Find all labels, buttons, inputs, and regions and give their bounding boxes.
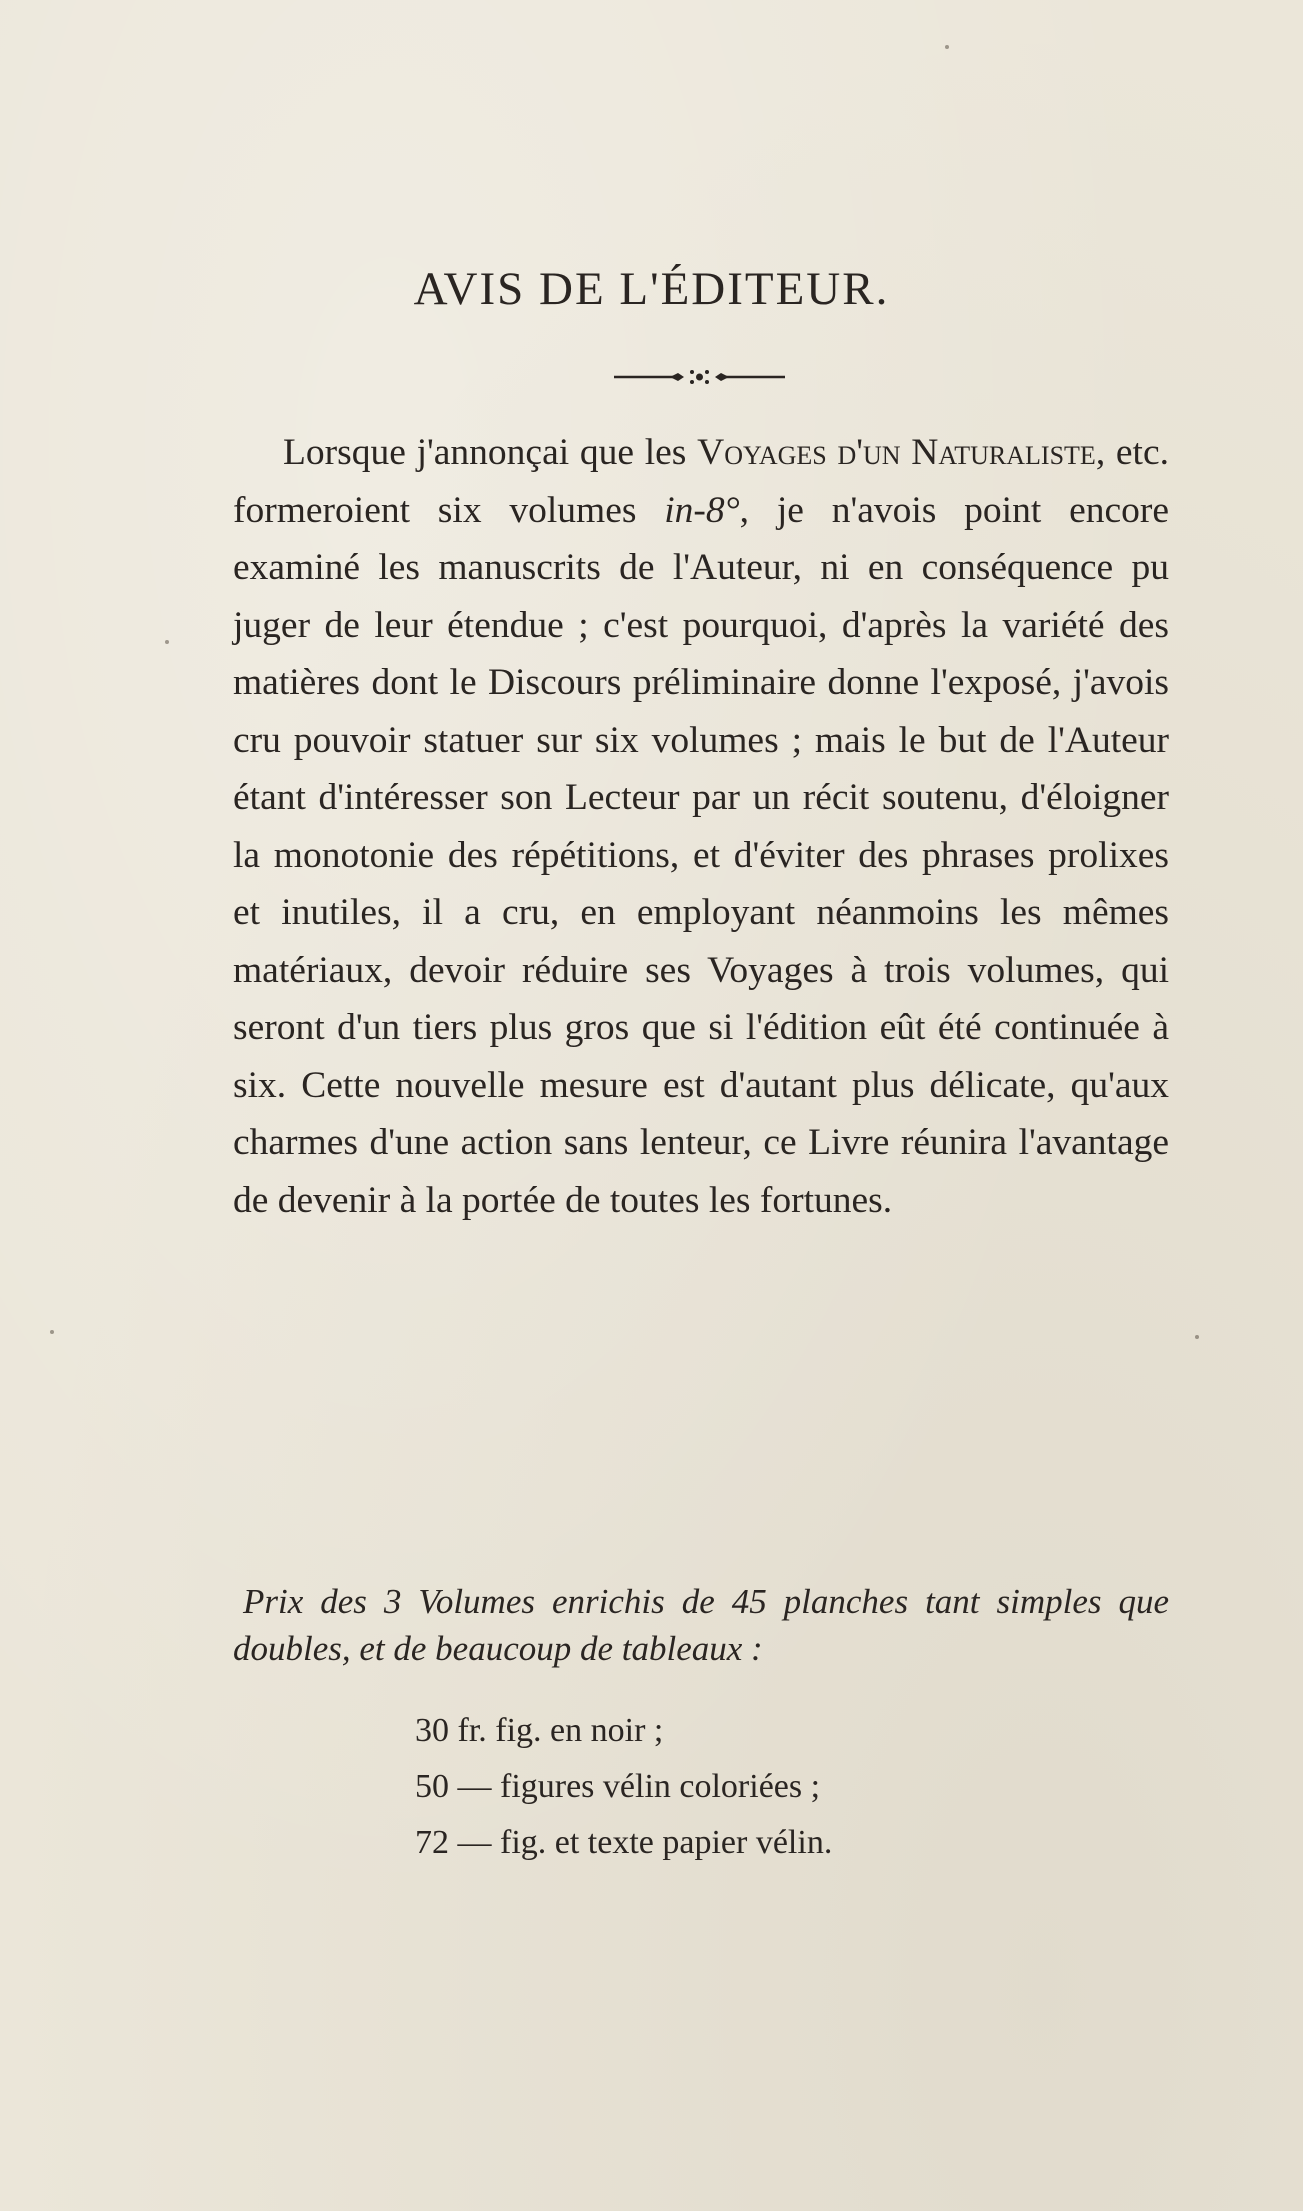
format-label: in-8° [664, 489, 740, 531]
price-amount: 30 fr. [415, 1712, 487, 1749]
price-amount: 50 — [415, 1768, 492, 1805]
ornament-divider [612, 366, 787, 388]
ink-speck [945, 45, 949, 49]
notice-paragraph [233, 424, 1169, 1229]
price-item [415, 1703, 832, 1759]
series-title: Voyages d'un Naturaliste [697, 432, 1096, 473]
price-description: figures vélin coloriées ; [500, 1768, 821, 1805]
price-item [415, 1815, 832, 1871]
paragraph-opening: Lorsque j'annonçai que les [283, 432, 698, 473]
paragraph-after-title: , etc. formeroient six volumes [233, 432, 1169, 531]
price-intro: Prix des 3 Volumes enrichis de 45 planches tant simples que doubles, et de beaucoup de tableaux : [233, 1582, 1169, 1668]
ink-speck [1195, 1335, 1199, 1339]
paragraph-rest: , je n'avois point encore examiné les manuscrits de l'Auteur, ni en conséquence pu juger de leur étendue ; c'est pourquoi, d'après la variété des matières dont le Discours préliminaire donne l'exposé, j'avois cru pouvoir statuer sur six volumes ; mais le but de l'Auteur étant d'intéresser son Lecteur par un récit soutenu, d'éloigner la monotonie des répétitions, et d'éviter des phrases prolixes et inutiles, il a cru, en employant néanmoins les mêmes matériaux, devoir réduire ses Voyages à trois volumes, qui seront d'un tiers plus gros que si l'édition eût été continuée à six. Cette nouvelle mesure est d'autant plus délicate, qu'aux charmes d'une action sans lenteur, ce Livre réunira l'avantage de devenir à la portée de toutes les fortunes. [233, 489, 1169, 1221]
page-title: AVIS DE L'ÉDITEUR. [413, 263, 890, 315]
price-amount: 72 — [415, 1824, 492, 1861]
ink-speck [50, 1330, 54, 1334]
price-item [415, 1759, 832, 1815]
price-description: fig. en noir ; [495, 1712, 664, 1749]
ink-speck [165, 640, 169, 644]
price-list [415, 1703, 832, 1871]
price-description: fig. et texte papier vélin. [500, 1824, 833, 1861]
